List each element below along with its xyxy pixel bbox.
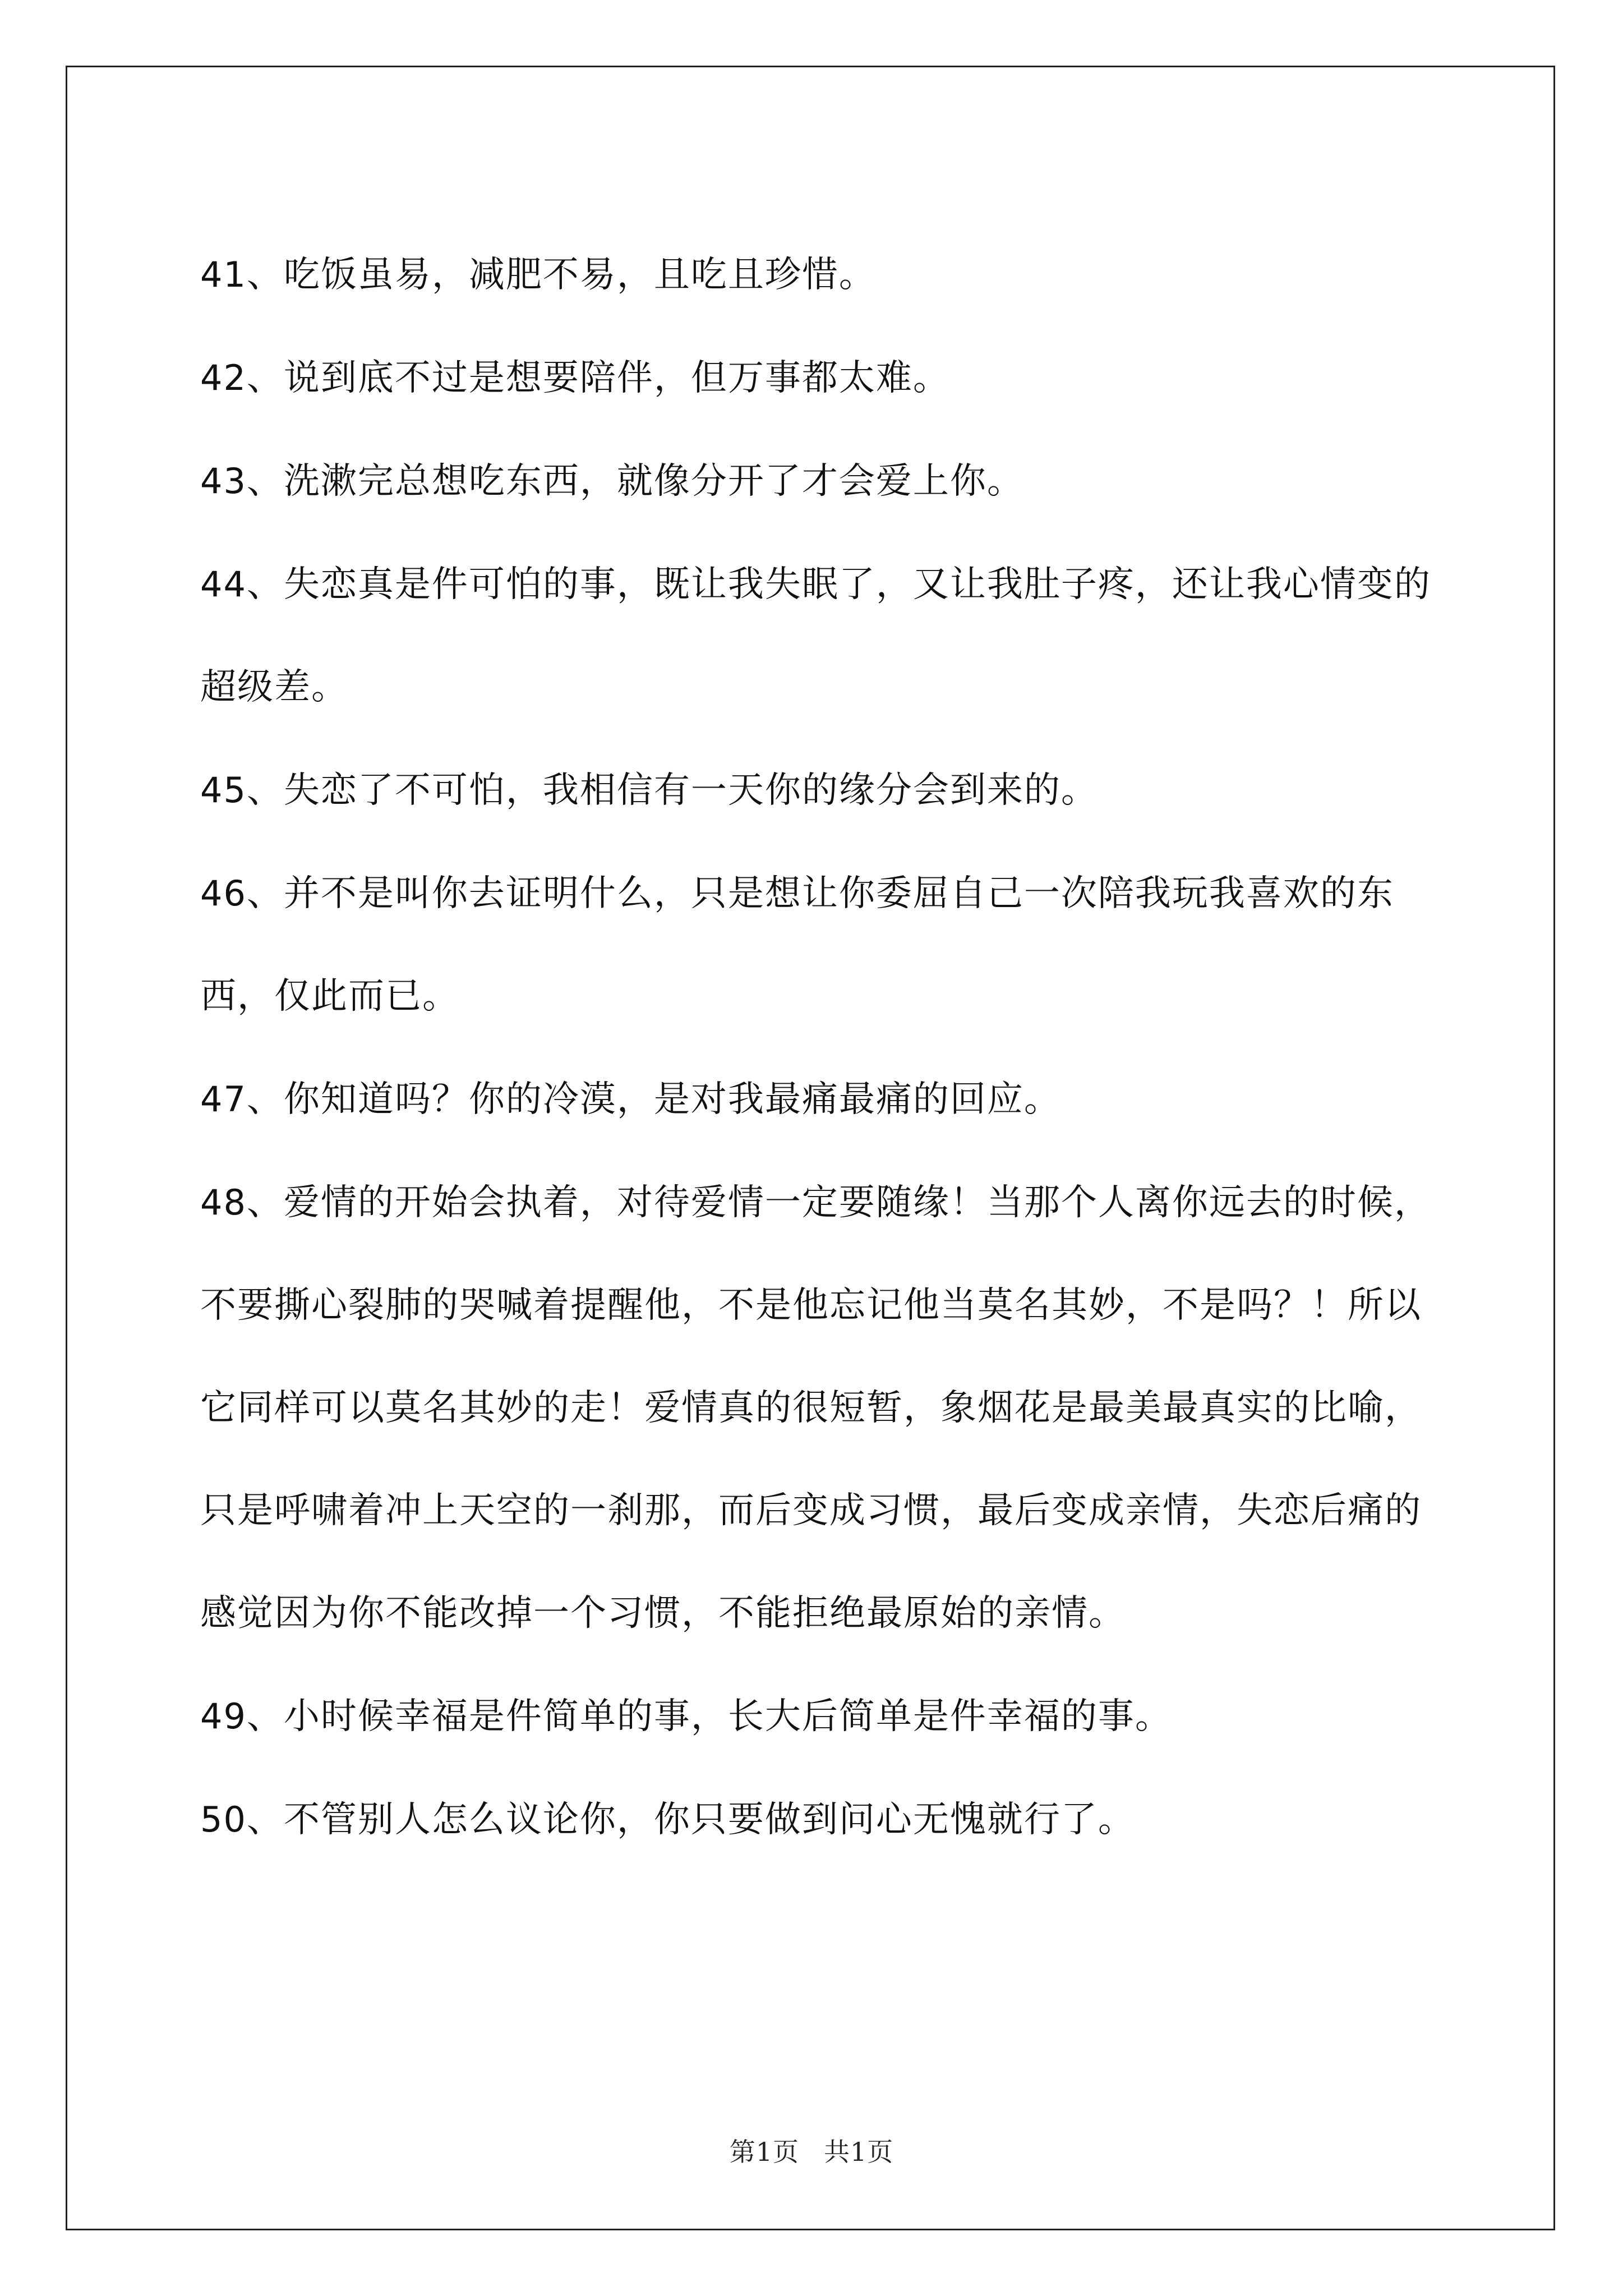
paragraph-47 — [200, 1048, 1434, 1151]
paragraph-text: 、洗漱完总想吃东西，就像分开了才会爱上你。 — [246, 461, 1024, 502]
paragraph-41 — [200, 223, 1434, 326]
paragraph-number: 45 — [200, 770, 247, 811]
paragraph-46 — [200, 842, 1434, 1048]
paragraph-text: 、爱情的开始会执着，对待爱情一定要随缘！当那个人离你远去的时候，不要撕心裂肺的哭喊着提醒他，不是他忘记他当莫名其妙，不是吗？！所以它同样可以莫名其妙的走！爱情真的很短暂，象烟花是最美最真实的比喻，只是呼啸着冲上天空的一刹那，而后变成习惯，最后变成亲情，失恋后痛的感觉因为你不能改掉一个习惯，不能拒绝最原始的亲情。 — [200, 1182, 1431, 1634]
paragraph-number: 44 — [200, 564, 247, 605]
paragraph-text: 、吃饭虽易，减肥不易，且吃且珍惜。 — [246, 254, 876, 296]
paragraph-number: 42 — [200, 357, 247, 398]
paragraph-number: 48 — [200, 1182, 247, 1223]
page-number: 第1页 — [729, 2137, 799, 2167]
paragraph-number: 50 — [200, 1799, 247, 1840]
paragraph-number: 41 — [200, 254, 247, 295]
paragraph-text: 、并不是叫你去证明什么，只是想让你委屈自己一次陪我玩我喜欢的东西，仅此而已。 — [200, 873, 1394, 1017]
paragraph-text: 、你知道吗？你的冷漠，是对我最痛最痛的回应。 — [246, 1079, 1061, 1120]
document-body — [200, 223, 1434, 1871]
paragraph-text: 、失恋了不可怕，我相信有一天你的缘分会到来的。 — [246, 770, 1098, 811]
paragraph-45 — [200, 739, 1434, 842]
paragraph-42 — [200, 326, 1434, 430]
paragraph-number: 43 — [200, 461, 247, 501]
paragraph-44 — [200, 533, 1434, 739]
paragraph-number: 46 — [200, 873, 247, 914]
paragraph-number: 49 — [200, 1696, 247, 1737]
page-total: 共1页 — [824, 2137, 894, 2167]
paragraph-text: 、不管别人怎么议论你，你只要做到问心无愧就行了。 — [246, 1799, 1135, 1841]
paragraph-text: 、小时候幸福是件简单的事，长大后简单是件幸福的事。 — [246, 1696, 1172, 1737]
paragraph-50 — [200, 1768, 1434, 1871]
paragraph-43 — [200, 430, 1434, 533]
paragraph-number: 47 — [200, 1079, 247, 1120]
paragraph-text: 、失恋真是件可怕的事，既让我失眠了，又让我肚子疼，还让我心情变的超级差。 — [200, 564, 1431, 708]
paragraph-48 — [200, 1151, 1434, 1665]
page-footer — [0, 2132, 1623, 2169]
paragraph-text: 、说到底不过是想要陪伴，但万事都太难。 — [246, 357, 950, 399]
paragraph-49 — [200, 1665, 1434, 1768]
